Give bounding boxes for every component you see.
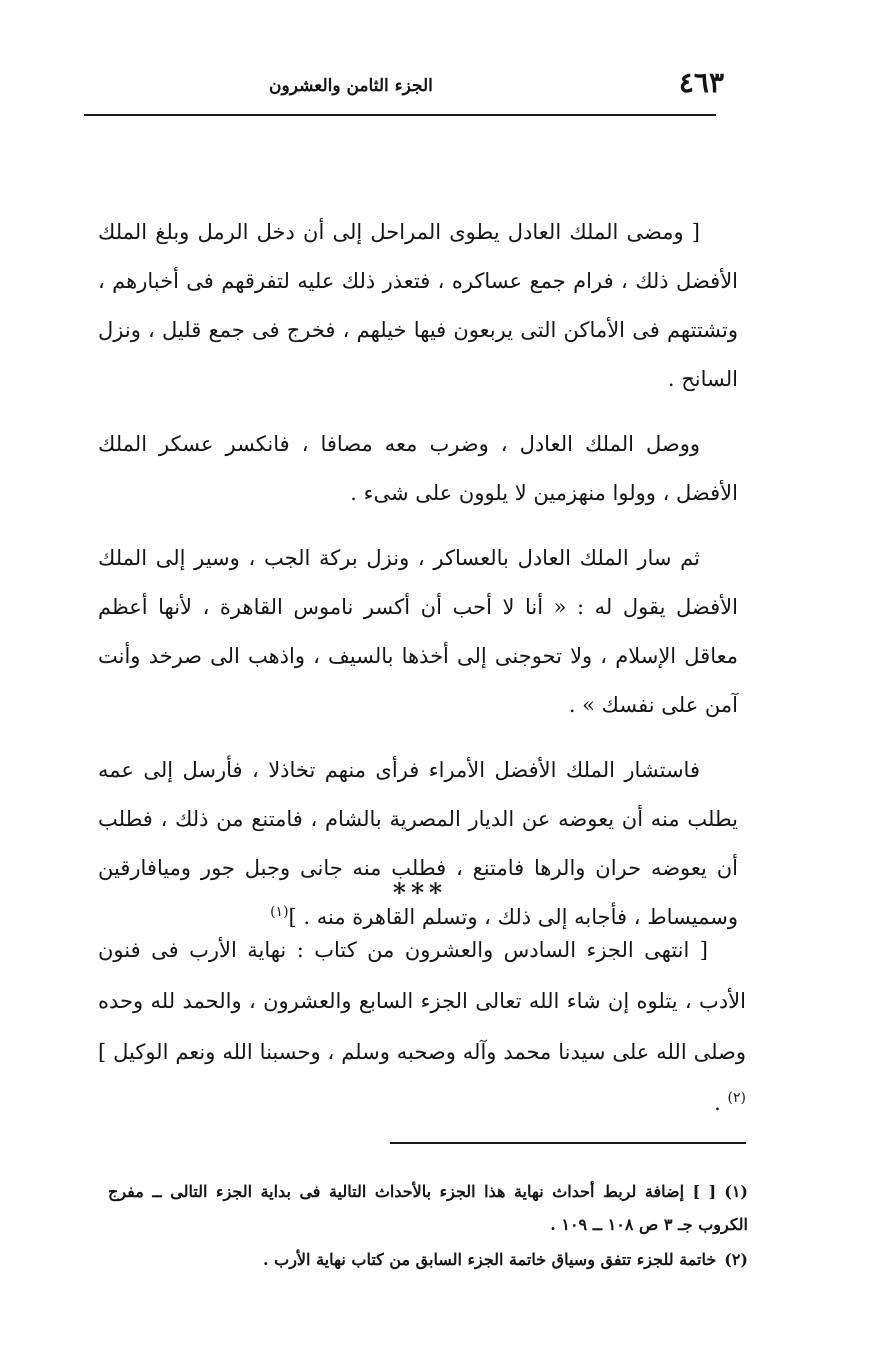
closing-text: [ انتهى الجزء السادس والعشرون من كتاب : نهاية الأرب فى فنون الأدب ، يتلوه إن شاء الله تعالى الجزء السابع والعشرون ، والحمد لله وحده وصلى الله على سيدنا محمد وآله وصحبه وسلم ، وحسبنا الله ونعم الوكيل ] [98, 938, 746, 1064]
footnote-reference-1: (١) [270, 904, 289, 920]
footnotes [108, 1175, 748, 1276]
footnote-label: (٢) [724, 1250, 748, 1269]
page-number: ٤٦٣ [678, 66, 724, 99]
page-header [84, 64, 724, 108]
footnote-label: (١) [724, 1182, 748, 1201]
paragraph-4 [98, 746, 738, 942]
paragraph-2: ووصل الملك العادل ، وضرب معه مصافا ، فانكسر عسكر الملك الأفضل ، وولوا منهزمين لا يلوون على شىء . [98, 432, 738, 505]
closing-end: . [714, 1091, 728, 1115]
paragraph-3: ثم سار الملك العادل بالعساكر ، ونزل بركة الجب ، وسير إلى الملك الأفضل يقول له : « أنا لا أحب أن أكسر ناموس القاهرة ، لأنها أعظم معاقل الإسلام ، ولا تحوجنى إلى أخذها بالسيف ، واذهب الى صرخد وأنت آمن على نفسك » . [98, 546, 738, 717]
footnote-rule [390, 1142, 746, 1144]
closing-paragraph [98, 925, 746, 1129]
footnote-reference-2: (٢) [727, 1090, 746, 1106]
main-text [98, 208, 738, 942]
footnote-text: [ ] إضافة لربط أحداث نهاية هذا الجزء بالأحداث التالية فى بداية الجزء التالى ــ مفرج الكروب جـ ٣ ص ١٠٨ ــ ١٠٩ . [108, 1182, 748, 1234]
running-title: الجزء الثامن والعشرون [269, 76, 433, 96]
section-separator: *** [392, 878, 448, 907]
paragraph-4-text: فاستشار الملك الأفضل الأمراء فرأى منهم تخاذلا ، فأرسل إلى عمه يطلب منه أن يعوضه عن الديار المصرية بالشام ، فامتنع من ذلك ، فطلب أن يعوضه حران والرها فامتنع ، فطلب منه جانى وجبل جور وميافارقين وسميساط ، فأجابه إلى ذلك ، وتسلم القاهرة منه . ] [98, 758, 738, 929]
header-rule [84, 114, 716, 116]
footnote-2 [108, 1243, 748, 1276]
paragraph-1: [ ومضى الملك العادل يطوى المراحل إلى أن دخل الرمل وبلغ الملك الأفضل ذلك ، فرام جمع عساكره ، فتعذر ذلك عليه لتفرقهم فى أخبارهم ، وتشتتهم فى الأماكن التى يربعون فيها خيلهم ، فخرج فى جمع قليل ، ونزل السانح . [98, 220, 738, 391]
footnote-text: خاتمة للجزء تتفق وسياق خاتمة الجزء السابق من كتاب نهاية الأرب . [263, 1250, 717, 1269]
footnote-1 [108, 1175, 748, 1241]
